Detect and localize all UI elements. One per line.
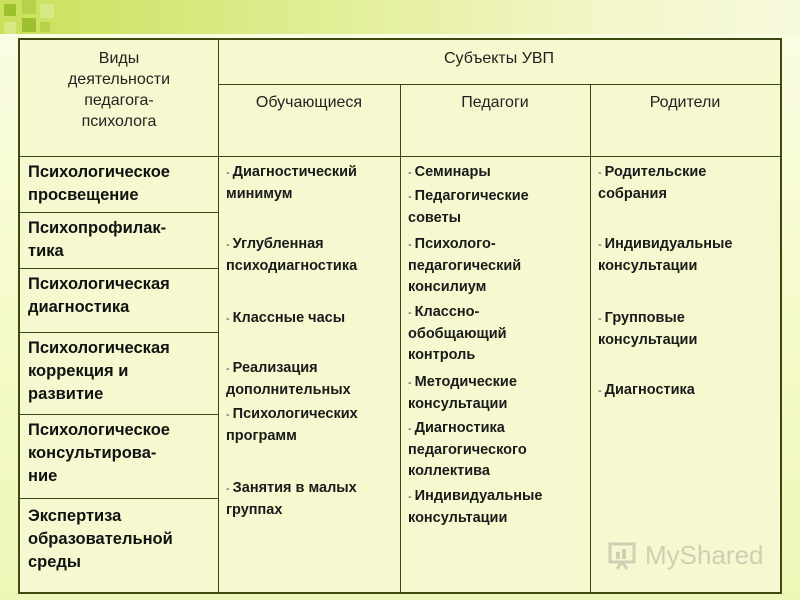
- row-divider: [20, 268, 218, 269]
- column-header-teachers: Педагоги: [461, 94, 529, 111]
- list-item: - Родительские собрания: [598, 164, 707, 202]
- watermark-text: MyShared: [645, 539, 764, 570]
- list-item: - Классно- обобщающий контроль: [408, 304, 507, 363]
- row-divider: [20, 156, 780, 157]
- list-item: - Диагностический минимум: [226, 164, 357, 202]
- list-item: - Семинары: [408, 164, 491, 180]
- list-item: - Индивидуальные консультации: [408, 488, 543, 526]
- list-item: - Занятия в малых группах: [226, 480, 357, 518]
- subjects-header: Субъекты УВП: [443, 50, 555, 67]
- row-divider: [218, 84, 780, 85]
- list-item: - Индивидуальные консультации: [598, 236, 733, 274]
- list-item: - Методические консультации: [408, 374, 517, 412]
- row-divider: [20, 414, 218, 415]
- list-item: - Углубленная психодиагностика: [226, 236, 358, 274]
- row-label-correction: Психологическая коррекция и развитие: [28, 339, 170, 403]
- list-item: - Диагностика педагогического коллектива: [408, 420, 527, 479]
- column-divider: [218, 40, 219, 592]
- decor-square: [22, 0, 36, 14]
- myshared-watermark: [607, 538, 764, 572]
- row-label-diagnostics: Психологическая диагностика: [28, 275, 170, 316]
- row-label-expertise: Экспертиза образовательной среды: [28, 507, 173, 571]
- top-decoration-bar: [0, 0, 800, 34]
- presentation-icon: [607, 540, 639, 570]
- list-item: - Психолого- педагогический консилиум: [408, 236, 522, 295]
- list-item: - Педагогические советы: [408, 188, 529, 226]
- row-label-prevention: Психопрофилак- тика: [28, 219, 167, 260]
- activities-table: [18, 38, 782, 594]
- column-header-students: Обучающиеся: [255, 94, 363, 111]
- list-item: - Диагностика: [598, 382, 695, 398]
- list-item: - Групповые консультации: [598, 310, 698, 348]
- decor-square: [22, 18, 36, 32]
- list-item: - Психологических программ: [226, 406, 358, 444]
- decor-square: [40, 22, 50, 32]
- row-label-education: Психологическое просвещение: [28, 163, 170, 204]
- list-item: - Классные часы: [226, 310, 346, 326]
- list-item: - Реализация дополнительных: [226, 360, 351, 398]
- row-divider: [20, 498, 218, 499]
- decor-square: [40, 4, 54, 18]
- row-divider: [20, 212, 218, 213]
- decor-square: [4, 4, 16, 16]
- corner-header: Виды деятельности педагога- психолога: [67, 50, 171, 130]
- decor-square: [4, 22, 16, 34]
- row-divider: [20, 332, 218, 333]
- column-divider: [590, 84, 591, 592]
- column-divider: [400, 84, 401, 592]
- row-label-counseling: Психологическое консультирова- ние: [28, 421, 170, 485]
- column-header-parents: Родители: [649, 94, 721, 111]
